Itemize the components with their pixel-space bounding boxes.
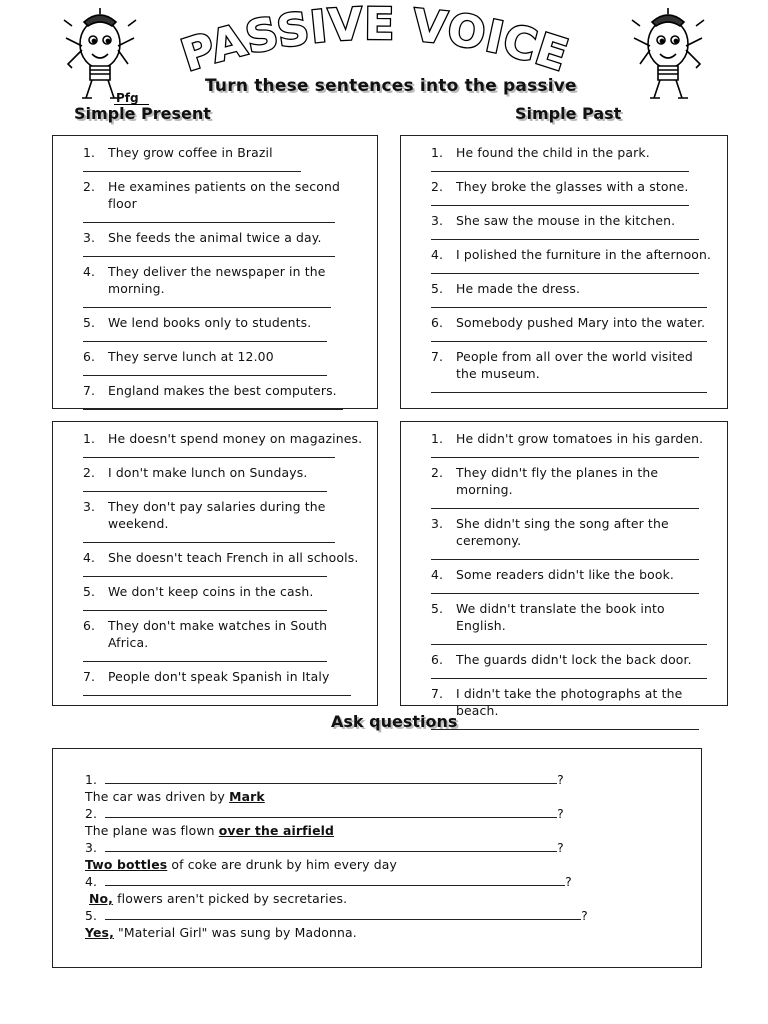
item-number: 6.	[83, 618, 96, 633]
answer-sentence	[89, 891, 347, 907]
answer-line[interactable]	[83, 365, 327, 376]
item-sentence: She didn't sing the song after the ceremony.	[456, 516, 669, 548]
item-number: 6.	[431, 652, 444, 667]
exercise-item	[83, 617, 367, 662]
exercise-box-present-affirmative	[52, 135, 378, 409]
answer-line[interactable]	[83, 297, 331, 308]
item-number: 1.	[83, 145, 96, 160]
answer-line[interactable]	[431, 668, 707, 679]
exercise-item	[431, 600, 717, 645]
question-line-row	[85, 908, 588, 924]
question-number: 3.	[85, 840, 98, 855]
exercise-item	[83, 464, 367, 492]
exercise-item	[431, 685, 717, 730]
exercise-item	[83, 382, 367, 410]
answer-line[interactable]	[83, 212, 335, 223]
highlighted-answer: Two bottles	[85, 857, 168, 872]
item-number: 3.	[83, 499, 96, 514]
highlighted-answer: Yes,	[85, 925, 114, 940]
exercise-item	[431, 651, 717, 679]
exercise-box-past-affirmative	[400, 135, 728, 409]
item-number: 3.	[431, 516, 444, 531]
answer-line[interactable]	[431, 382, 707, 393]
item-sentence: They broke the glasses with a stone.	[456, 179, 689, 194]
item-sentence: She saw the mouse in the kitchen.	[456, 213, 676, 228]
exercise-list	[83, 144, 367, 416]
answer-text: of coke are drunk by him every day	[167, 857, 397, 872]
exercise-box-past-negative	[400, 421, 728, 718]
item-sentence: He made the dress.	[456, 281, 581, 296]
item-number: 3.	[83, 230, 96, 245]
exercise-item	[431, 144, 717, 172]
item-number: 4.	[83, 550, 96, 565]
exercise-item	[431, 314, 717, 342]
item-sentence: We don't keep coins in the cash.	[108, 584, 314, 599]
answer-line[interactable]	[83, 685, 351, 696]
exercise-list	[83, 430, 367, 702]
answer-text: flowers aren't picked by secretaries.	[113, 891, 348, 906]
exercise-item	[83, 668, 367, 696]
question-number: 4.	[85, 874, 98, 889]
item-number: 6.	[431, 315, 444, 330]
item-sentence: He found the child in the park.	[456, 145, 650, 160]
question-number: 5.	[85, 908, 98, 923]
question-line-row	[85, 840, 564, 856]
item-sentence: They didn't fly the planes in the morning.	[456, 465, 659, 497]
item-number: 7.	[83, 383, 96, 398]
item-number: 6.	[83, 349, 96, 364]
item-sentence: England makes the best computers.	[108, 383, 337, 398]
question-line-row	[85, 874, 572, 890]
item-number: 2.	[83, 465, 96, 480]
answer-line[interactable]	[431, 719, 699, 730]
exercise-item	[431, 246, 717, 274]
highlighted-answer: Mark	[229, 789, 265, 804]
answer-text: The plane was flown	[85, 823, 219, 838]
answer-line[interactable]	[431, 549, 699, 560]
item-number: 5.	[431, 281, 444, 296]
item-number: 5.	[83, 584, 96, 599]
exercise-item	[83, 314, 367, 342]
answer-line[interactable]	[83, 331, 327, 342]
item-number: 3.	[431, 213, 444, 228]
item-number: 2.	[83, 179, 96, 194]
exercise-item	[83, 178, 367, 223]
exercise-item	[431, 464, 717, 509]
answer-line[interactable]	[83, 532, 335, 543]
item-number: 1.	[83, 431, 96, 446]
answer-sentence	[85, 925, 357, 941]
item-sentence: I polished the furniture in the afternoon.	[456, 247, 712, 262]
author-mark: Pfg	[114, 92, 149, 105]
item-number: 4.	[431, 247, 444, 262]
exercise-item	[83, 498, 367, 543]
answer-line[interactable]	[431, 498, 699, 509]
question-answer-line[interactable]	[105, 876, 565, 886]
exercise-item	[431, 515, 717, 560]
item-sentence: She doesn't teach French in all schools.	[108, 550, 359, 565]
answer-line[interactable]	[431, 297, 707, 308]
item-number: 2.	[431, 465, 444, 480]
answer-line[interactable]	[83, 651, 327, 662]
item-sentence: People from all over the world visited the museum.	[456, 349, 693, 381]
highlighted-answer: over the airfield	[218, 823, 335, 838]
simple-past-heading: Simple Past	[515, 104, 622, 123]
answer-line[interactable]	[83, 161, 301, 172]
exercise-item	[83, 583, 367, 611]
exercise-item	[431, 212, 717, 240]
highlighted-answer: No,	[89, 891, 114, 906]
answer-sentence	[85, 789, 265, 805]
item-sentence: He examines patients on the second floor	[108, 179, 341, 211]
question-mark: ?	[581, 908, 588, 923]
item-sentence: We didn't translate the book into English.	[456, 601, 665, 633]
answer-line[interactable]	[431, 583, 699, 594]
item-sentence: Some readers didn't like the book.	[456, 567, 675, 582]
exercise-item	[83, 348, 367, 376]
exercise-item	[431, 430, 717, 458]
question-mark: ?	[557, 840, 564, 855]
lightbulb-mascot-right-icon	[620, 6, 716, 104]
answer-text: "Material Girl" was sung by Madonna.	[113, 925, 357, 940]
simple-present-heading: Simple Present	[74, 104, 211, 123]
exercise-item	[431, 348, 717, 393]
item-sentence: She feeds the animal twice a day.	[108, 230, 322, 245]
question-answer-line[interactable]	[105, 808, 557, 818]
item-number: 2.	[431, 179, 444, 194]
exercise-box-present-negative	[52, 421, 378, 706]
question-line-row	[85, 806, 564, 822]
ask-questions-heading: Ask questions	[331, 712, 458, 731]
question-number: 1.	[85, 772, 98, 787]
item-sentence: I don't make lunch on Sundays.	[108, 465, 308, 480]
exercise-item	[83, 229, 367, 257]
answer-line[interactable]	[83, 246, 335, 257]
answer-line[interactable]	[83, 447, 335, 458]
question-answer-line[interactable]	[105, 910, 581, 920]
exercise-item	[83, 549, 367, 577]
answer-line[interactable]	[431, 331, 707, 342]
item-number: 5.	[83, 315, 96, 330]
item-sentence: They don't pay salaries during the weekend.	[108, 499, 326, 531]
item-number: 1.	[431, 431, 444, 446]
item-sentence: The guards didn't lock the back door.	[456, 652, 692, 667]
exercise-item	[431, 178, 717, 206]
answer-sentence	[85, 823, 334, 839]
question-mark: ?	[565, 874, 572, 889]
answer-line[interactable]	[431, 447, 699, 458]
item-sentence: Somebody pushed Mary into the water.	[456, 315, 706, 330]
item-sentence: They grow coffee in Brazil	[108, 145, 273, 160]
answer-line[interactable]	[431, 634, 707, 645]
item-sentence: I didn't take the photographs at the beach.	[456, 686, 683, 718]
instructions-subtitle: Turn these sentences into the passive	[205, 76, 577, 96]
question-answer-line[interactable]	[105, 774, 557, 784]
exercise-list	[431, 144, 717, 399]
answer-line[interactable]	[83, 481, 327, 492]
question-mark: ?	[557, 806, 564, 821]
answer-line[interactable]	[83, 399, 343, 410]
item-number: 4.	[83, 264, 96, 279]
answer-line[interactable]	[431, 195, 689, 206]
question-number: 2.	[85, 806, 98, 821]
item-number: 7.	[83, 669, 96, 684]
answer-line[interactable]	[431, 161, 689, 172]
answer-line[interactable]	[83, 600, 327, 611]
answer-line[interactable]	[83, 566, 327, 577]
lightbulb-mascot-left-icon	[52, 6, 148, 104]
item-sentence: They serve lunch at 12.00	[108, 349, 274, 364]
item-number: 7.	[431, 686, 444, 701]
item-number: 7.	[431, 349, 444, 364]
exercise-item	[83, 430, 367, 458]
exercise-list	[431, 430, 717, 736]
exercise-item	[83, 263, 367, 308]
exercise-item	[431, 280, 717, 308]
answer-text: The car was driven by	[85, 789, 230, 804]
exercise-item	[431, 566, 717, 594]
answer-sentence	[85, 857, 397, 873]
item-sentence: He doesn't spend money on magazines.	[108, 431, 363, 446]
question-answer-line[interactable]	[105, 842, 557, 852]
item-number: 4.	[431, 567, 444, 582]
item-sentence: People don't speak Spanish in Italy	[108, 669, 330, 684]
question-line-row	[85, 772, 564, 788]
exercise-item	[83, 144, 367, 172]
page-title-text: PASSIVE VOICE	[175, 0, 575, 82]
answer-line[interactable]	[431, 263, 699, 274]
item-number: 1.	[431, 145, 444, 160]
question-mark: ?	[557, 772, 564, 787]
item-number: 5.	[431, 601, 444, 616]
item-sentence: They deliver the newspaper in the morning.	[108, 264, 326, 296]
item-sentence: They don't make watches in South Africa.	[108, 618, 328, 650]
item-sentence: He didn't grow tomatoes in his garden.	[456, 431, 704, 446]
item-sentence: We lend books only to students.	[108, 315, 312, 330]
answer-line[interactable]	[431, 229, 699, 240]
